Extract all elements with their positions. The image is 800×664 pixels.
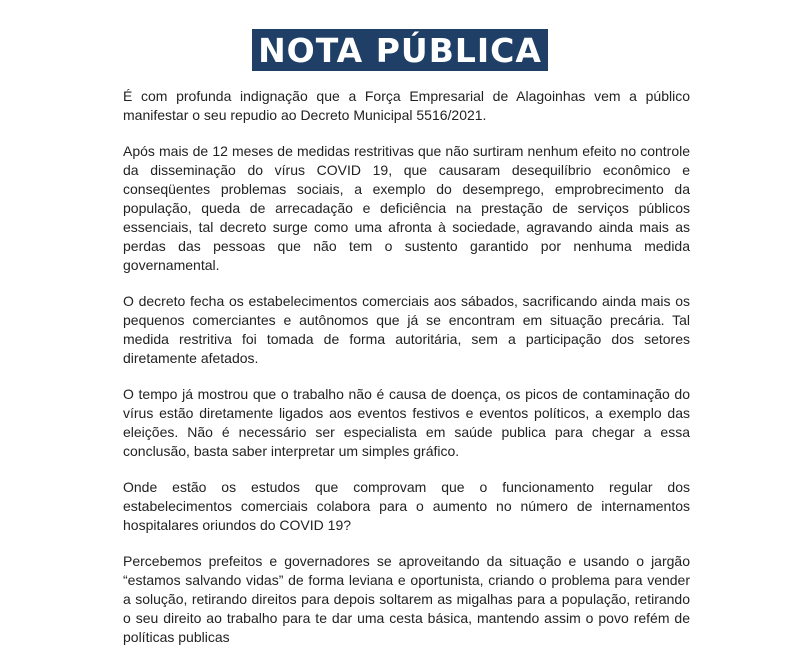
document-body <box>123 87 690 664</box>
paragraph-6: Percebemos prefeitos e governadores se aproveitando da situação e usando o jargão “estamos salvando vidas” de forma leviana e oportunista, criando o problema para vender a solução, retirando direitos para depois soltarem as migalhas para a população, retirando o seu direito ao trabalho para te dar uma cesta básica, mantendo assim o povo refém de políticas publicas <box>123 553 690 645</box>
paragraph-3: O decreto fecha os estabelecimentos comerciais aos sábados, sacrificando ainda mais os pequenos comerciantes e autônomos que já se encontram em situação precária. Tal medida restritiva foi tomada de forma autoritária, sem a participação dos setores diretamente afetados. <box>123 293 690 366</box>
paragraph-4: O tempo já mostrou que o trabalho não é causa de doença, os picos de contaminação do vírus estão diretamente ligados aos eventos festivos e eventos políticos, a exemplo das eleições. Não é necessário ser especialista em saúde publica para chegar a essa conclusão, basta saber interpretar um simples gráfico. <box>123 386 690 459</box>
page-title: NOTA PÚBLICA <box>252 29 548 71</box>
paragraph-1: É com profunda indignação que a Força Empresarial de Alagoinhas vem a público manifestar o seu repudio ao Decreto Municipal 5516/2021. <box>123 88 690 123</box>
paragraph-2: Após mais de 12 meses de medidas restritivas que não surtiram nenhum efeito no controle da disseminação do vírus COVID 19, que causaram desequilíbrio econômico e conseqüentes problemas sociais, a exemplo do desemprego, emprobrecimento da população, queda de arrecadação e deficiência na prestação de serviços públicos essenciais, tal decreto surge como uma afronta à sociedade, agravando ainda mais as perdas das pessoas que não tem o sustento garantido por nenhuma medida governamental. <box>123 143 690 273</box>
paragraph-5: Onde estão os estudos que comprovam que o funcionamento regular dos estabelecimentos comerciais colabora para o aumento no número de internamentos hospitalares oriundos do COVID 19? <box>123 479 690 533</box>
title-container <box>0 29 800 71</box>
